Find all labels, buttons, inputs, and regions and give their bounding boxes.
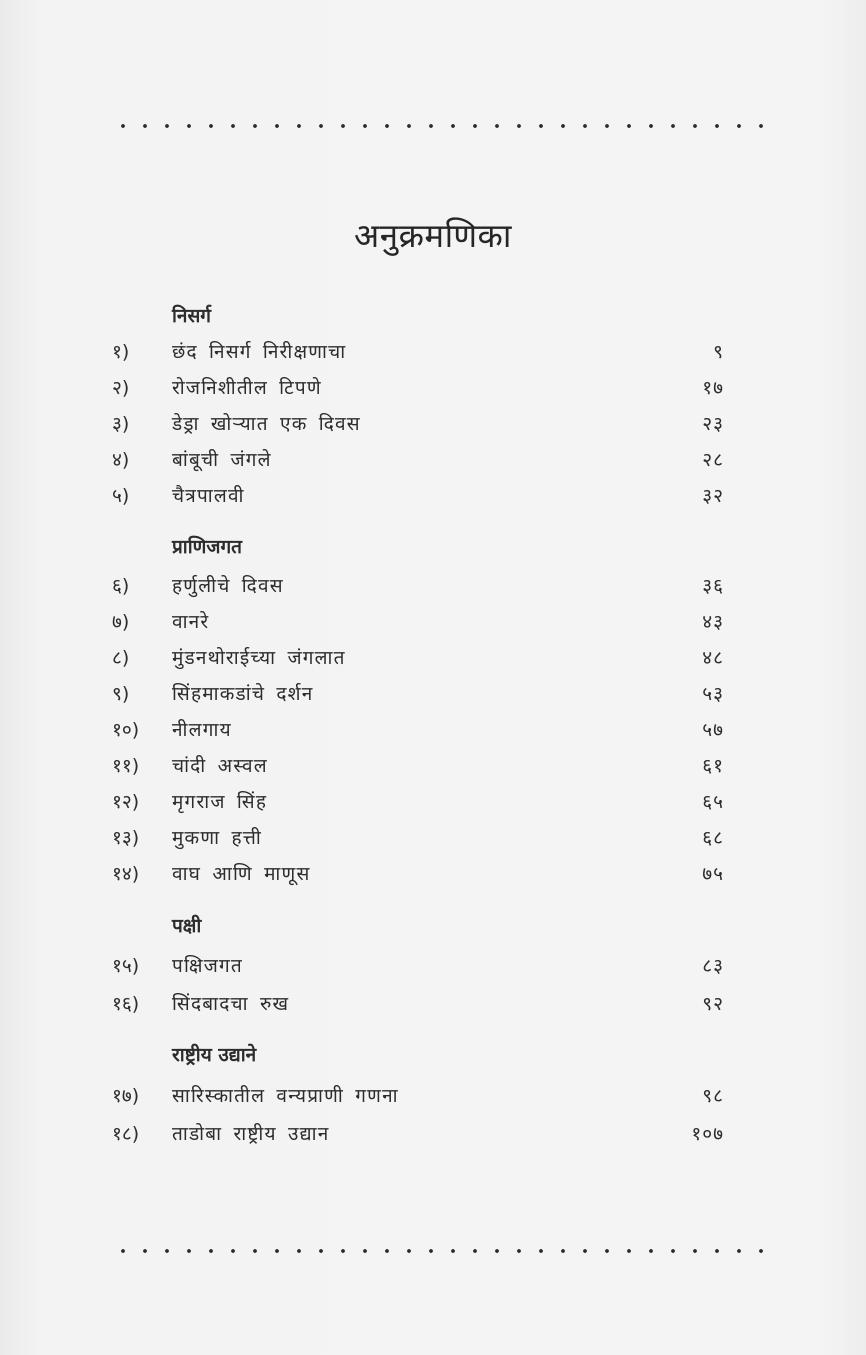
section-heading-pranijagat: प्राणिजगत <box>172 536 243 558</box>
entry-page-number: ५३ <box>702 683 724 705</box>
entry-page-number: ८३ <box>702 955 724 977</box>
entry-number: ८) <box>112 647 130 669</box>
entry-number: ९) <box>112 683 130 705</box>
toc-entry <box>112 824 724 856</box>
toc-entry <box>112 752 724 784</box>
entry-page-number: १७ <box>702 377 724 399</box>
entry-number: ३) <box>112 413 130 435</box>
entry-number: १३) <box>112 827 140 849</box>
entry-page-number: १०७ <box>691 1123 724 1145</box>
section-heading-pakshi: पक्षी <box>172 915 202 937</box>
toc-entry <box>112 952 724 984</box>
entry-title: नीलगाय <box>172 719 232 741</box>
top-dotted-rule <box>112 123 772 129</box>
entry-title: डेड्रा खोऱ्यात एक दिवस <box>172 413 361 435</box>
entry-title: मृगराज सिंह <box>172 791 268 813</box>
entry-number: ११) <box>112 755 140 777</box>
toc-entry <box>112 788 724 820</box>
toc-entry <box>112 338 724 370</box>
entry-title: वाघ आणि माणूस <box>172 863 311 885</box>
toc-entry <box>112 860 724 892</box>
toc-entry <box>112 990 724 1022</box>
page-title: अनुक्रमणिका <box>354 216 512 255</box>
entry-page-number: ३२ <box>702 485 724 507</box>
section-heading-rashtriya-udyane: राष्ट्रीय उद्याने <box>172 1044 257 1066</box>
entry-page-number: ६१ <box>702 755 724 777</box>
toc-entry <box>112 482 724 514</box>
entry-page-number: ६५ <box>702 791 724 813</box>
toc-entry <box>112 680 724 712</box>
entry-number: १) <box>112 341 130 363</box>
entry-page-number: ९८ <box>702 1085 724 1107</box>
entry-title: सिंहमाकडांचे दर्शन <box>172 683 314 705</box>
entry-number: २) <box>112 377 130 399</box>
entry-page-number: ७५ <box>702 863 724 885</box>
toc-entry <box>112 608 724 640</box>
toc-entry <box>112 374 724 406</box>
entry-number: ७) <box>112 611 130 633</box>
entry-number: १४) <box>112 863 140 885</box>
entry-title: पक्षिजगत <box>172 955 243 977</box>
entry-title: मुंडनथोराईच्या जंगलात <box>172 647 346 669</box>
entry-page-number: ६८ <box>702 827 724 849</box>
entry-page-number: ३६ <box>702 575 724 597</box>
toc-entry <box>112 1120 724 1152</box>
toc-entry <box>112 1082 724 1114</box>
entry-title: मुकणा हत्ती <box>172 827 262 849</box>
toc-entry <box>112 644 724 676</box>
entry-number: ४) <box>112 449 130 471</box>
entry-number: १५) <box>112 955 140 977</box>
entry-title: चैत्रपालवी <box>172 485 245 507</box>
entry-page-number: ४८ <box>702 647 724 669</box>
entry-page-number: ५७ <box>702 719 724 741</box>
entry-number: ५) <box>112 485 130 507</box>
toc-entry <box>112 446 724 478</box>
bottom-dotted-rule <box>112 1248 772 1254</box>
entry-title: सिंदबादचा रुख <box>172 993 290 1015</box>
entry-page-number: ९२ <box>702 993 724 1015</box>
toc-entry <box>112 410 724 442</box>
entry-number: १७) <box>112 1085 140 1107</box>
toc-entry <box>112 572 724 604</box>
entry-number: १६) <box>112 993 140 1015</box>
entry-number: १०) <box>112 719 140 741</box>
entry-page-number: २८ <box>702 449 724 471</box>
entry-title: वानरे <box>172 611 210 633</box>
entry-title: सारिस्कातील वन्यप्राणी गणना <box>172 1085 399 1107</box>
entry-number: १२) <box>112 791 140 813</box>
entry-title: हर्णुलीचे दिवस <box>172 575 284 597</box>
entry-page-number: २३ <box>702 413 724 435</box>
entry-page-number: ४३ <box>702 611 724 633</box>
toc-entry <box>112 716 724 748</box>
entry-number: ६) <box>112 575 130 597</box>
entry-title: बांबूची जंगले <box>172 449 272 471</box>
entry-title: रोजनिशीतील टिपणे <box>172 377 322 399</box>
entry-title: ताडोबा राष्ट्रीय उद्यान <box>172 1123 330 1145</box>
entry-page-number: ९ <box>713 341 724 363</box>
entry-title: छंद निसर्ग निरीक्षणाचा <box>172 341 347 363</box>
section-heading-nisarg: निसर्ग <box>172 305 212 327</box>
entry-number: १८) <box>112 1123 140 1145</box>
entry-title: चांदी अस्वल <box>172 755 268 777</box>
